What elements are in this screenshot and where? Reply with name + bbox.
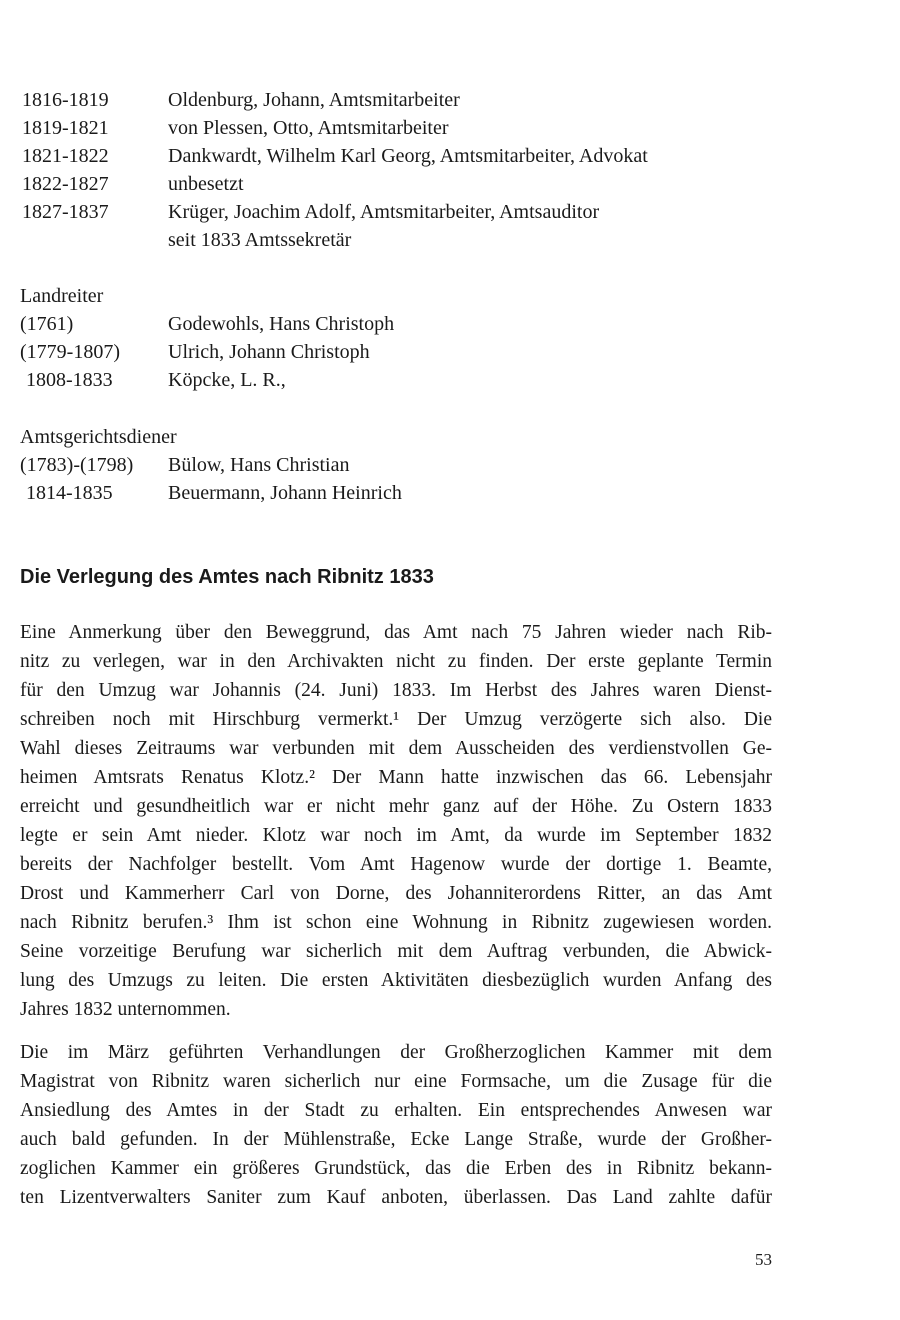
text-line: bereits der Nachfolger bestellt. Vom Amt Hagenow wurde der dortige 1. Beamte, xyxy=(20,854,772,875)
text-line: Jahres 1832 unternommen. xyxy=(20,999,231,1020)
paragraph-2 xyxy=(20,1038,772,1212)
official-date: 1821-1822 xyxy=(22,145,109,167)
landreiter-title: Landreiter xyxy=(20,285,104,307)
text-line: erreicht und gesundheitlich war er nicht mehr ganz auf der Höhe. Zu Ostern 1833 xyxy=(20,796,772,817)
text-line: Ansiedlung des Amtes in der Stadt zu erhalten. Ein entsprechendes Anwesen war xyxy=(20,1100,772,1121)
landreiter-name: Köpcke, L. R., xyxy=(168,369,286,391)
text-line: legte er sein Amt nieder. Klotz war noch im Amt, da wurde im September 1832 xyxy=(20,825,772,846)
text-line: für den Umzug war Johannis (24. Juni) 1833. Im Herbst des Jahres waren Dienst- xyxy=(20,680,772,701)
official-date: 1827-1837 xyxy=(22,201,109,223)
text-line: lung des Umzugs zu leiten. Die ersten Aktivitäten diesbezüglich wurden Anfang des xyxy=(20,970,772,991)
text-line: schreiben noch mit Hirschburg vermerkt.¹ Der Umzug verzögerte sich also. Die xyxy=(20,709,772,730)
text-line: nitz zu verlegen, war in den Archivakten nicht zu finden. Der erste geplante Termin xyxy=(20,651,772,672)
landreiter-date: (1779-1807) xyxy=(20,341,120,363)
page-number: 53 xyxy=(755,1250,772,1269)
amtsgerichtsdiener-name: Beuermann, Johann Heinrich xyxy=(168,482,402,504)
official-name: Krüger, Joachim Adolf, Amtsmitarbeiter, Amtsauditor xyxy=(168,201,600,223)
amtsgerichtsdiener-date: 1814-1835 xyxy=(26,482,113,504)
official-date: 1816-1819 xyxy=(22,89,109,111)
official-name: von Plessen, Otto, Amtsmitarbeiter xyxy=(168,117,449,139)
text-line: Die im März geführten Verhandlungen der Großherzoglichen Kammer mit dem xyxy=(20,1042,772,1063)
official-name: seit 1833 Amtssekretär xyxy=(168,229,352,251)
landreiter-date: (1761) xyxy=(20,313,74,335)
paragraph-1 xyxy=(20,618,772,1024)
section-heading: Die Verlegung des Amtes nach Ribnitz 1833 xyxy=(20,566,434,588)
official-name: Dankwardt, Wilhelm Karl Georg, Amtsmitarbeiter, Advokat xyxy=(168,145,648,167)
text-line: nach Ribnitz berufen.³ Ihm ist schon eine Wohnung in Ribnitz zugewiesen worden. xyxy=(20,912,772,933)
text-line: Drost und Kammerherr Carl von Dorne, des Johanniterordens Ritter, an das Amt xyxy=(20,883,772,904)
amtsgerichtsdiener-date: (1783)-(1798) xyxy=(20,454,134,476)
text-line: Seine vorzeitige Berufung war sicherlich mit dem Auftrag verbunden, die Abwick- xyxy=(20,941,772,962)
amtsgerichtsdiener-title: Amtsgerichtsdiener xyxy=(20,426,177,448)
text-line: auch bald gefunden. In der Mühlenstraße, Ecke Lange Straße, wurde der Großher- xyxy=(20,1129,772,1150)
official-name: Oldenburg, Johann, Amtsmitarbeiter xyxy=(168,89,460,111)
text-line: zoglichen Kammer ein größeres Grundstück, das die Erben des in Ribnitz bekann- xyxy=(20,1158,772,1179)
official-date: 1822-1827 xyxy=(22,173,109,195)
text-line: Eine Anmerkung über den Beweggrund, das Amt nach 75 Jahren wieder nach Rib- xyxy=(20,622,772,643)
text-line: Magistrat von Ribnitz waren sicherlich nur eine Formsache, um die Zusage für die xyxy=(20,1071,772,1092)
official-name: unbesetzt xyxy=(168,173,244,195)
landreiter-name: Godewohls, Hans Christoph xyxy=(168,313,395,335)
text-line: Wahl dieses Zeitraums war verbunden mit dem Ausscheiden des verdienstvollen Ge- xyxy=(20,738,772,759)
text-line: ten Lizentverwalters Saniter zum Kauf anboten, überlassen. Das Land zahlte dafür xyxy=(20,1187,772,1208)
landreiter-date: 1808-1833 xyxy=(26,369,113,391)
landreiter-name: Ulrich, Johann Christoph xyxy=(168,341,370,363)
amtsgerichtsdiener-name: Bülow, Hans Christian xyxy=(168,454,350,476)
text-line: heimen Amtsrats Renatus Klotz.² Der Mann hatte inzwischen das 66. Lebensjahr xyxy=(20,767,772,788)
official-date: 1819-1821 xyxy=(22,117,109,139)
